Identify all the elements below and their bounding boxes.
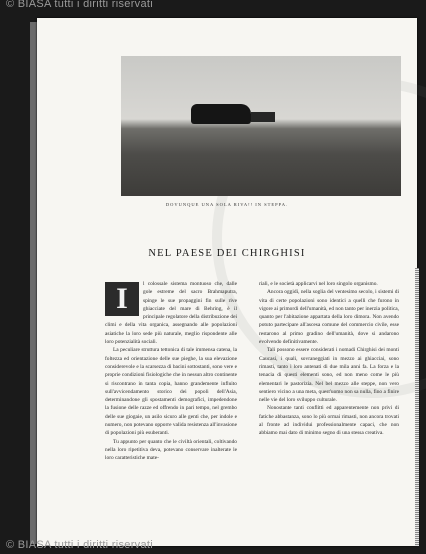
dropcap-initial: I [105, 282, 139, 316]
paragraph: Ancora oggidì, nella soglia del ventesimo secolo, i sistemi di vita di certe popolazioni sono identici a quelli che furono in vigore ai primordi dell'umanità, ed non tanto per inerzia politica, quanto per l'abitazione appartata della loro dimora. Non avendo potuto partecipare all'ascesa comune del commercio civile, esse restarono al primo gradino dell'umanità, dove si andarono evolvendo definitivamente. [259, 289, 399, 346]
horses-silhouette [191, 104, 251, 124]
watermark-top: © BIASA tutti i diritti riservati [6, 0, 153, 10]
paragraph: La peculiare struttura tettonica di tale immensa catena, la foltezza ed orientazione delle sue pieghe, la sua elevazione considerevole e la scarsezza di bacini sottostanti, sono vere e proprie condizioni fisiologiche che in nessun altro continente si riscontrano in tanta copia, hanno grandemente influito sull'avvicendamento storico dei popoli dell'Asia, determinandone gli spostamenti demografici, impedendone la fusione delle razze ed offrendo in pari tempo, nel grembo delle sue giogaie, un asilo sicuro alle genti che, per indole e numero, non potevano opporre valida resistenza all'invasione di popolazioni più esuberanti. [105, 347, 237, 437]
article-title: NEL PAESE DEI CHIRGHISI [148, 248, 306, 259]
text-column-right [259, 280, 399, 438]
scanned-page [37, 18, 417, 546]
watermark-bottom: © BIASA tutti i diritti riservati [6, 539, 153, 551]
paragraph: Tu appunto per quanto che le civiltà orientali, coltivando nella loro ripetitiva deva, potevano conservare inalterate le loro caratteristiche mate- [105, 438, 237, 462]
paragraph: Tali possono essere considerati i nomadi Chirghisi dei monti Caucasi, i quali, sovraneggiati in mezzo ai ghiacciai, sono rimasti, tanto i loro antenati di due mila anni fa. La forza e la tenacia di questi elementi sono, ed non meno come le più elementari le pastorizia. Nel bel mezzo alle steppe, non vero sentiero vicino a una meta, quest'uomo non sa nulla, fino a finire nelle vie del loro sviluppo culturale. [259, 347, 399, 404]
page-edge-stack [415, 268, 419, 546]
paragraph: l colossale sistema montuoso che, dalle gole estreme del sacro Brahmaputra, spinge le sue propaggini fin sulle rive ghiacciate del mare di Behring, è il principale regolatore della distribuzione dei climi e della vita organica, assegnando alle popolazioni asiatiche la loro sede più naturale, meglio rispondente alle loro potenzialità sociali. [105, 281, 237, 346]
text-column-left [105, 280, 237, 463]
paragraph: riali, e le società applicarvi nel loro singolo organismo. [259, 281, 378, 287]
photo-caption: DOVUNQUE UNA SOLA RIVA!! IN STEPPA. [165, 202, 289, 207]
steppe-photograph [121, 56, 401, 196]
cart-silhouette [251, 112, 275, 122]
paragraph: Nonostante tanti conflitti ed apparentemente non privi di fatiche abbastanza, sono lo più ormai rimasti, non ancora trovati al fronte ad individui professionalmente capaci, che non abbiamo mai dato di minimo segno di una stessa creativa. [259, 405, 399, 437]
